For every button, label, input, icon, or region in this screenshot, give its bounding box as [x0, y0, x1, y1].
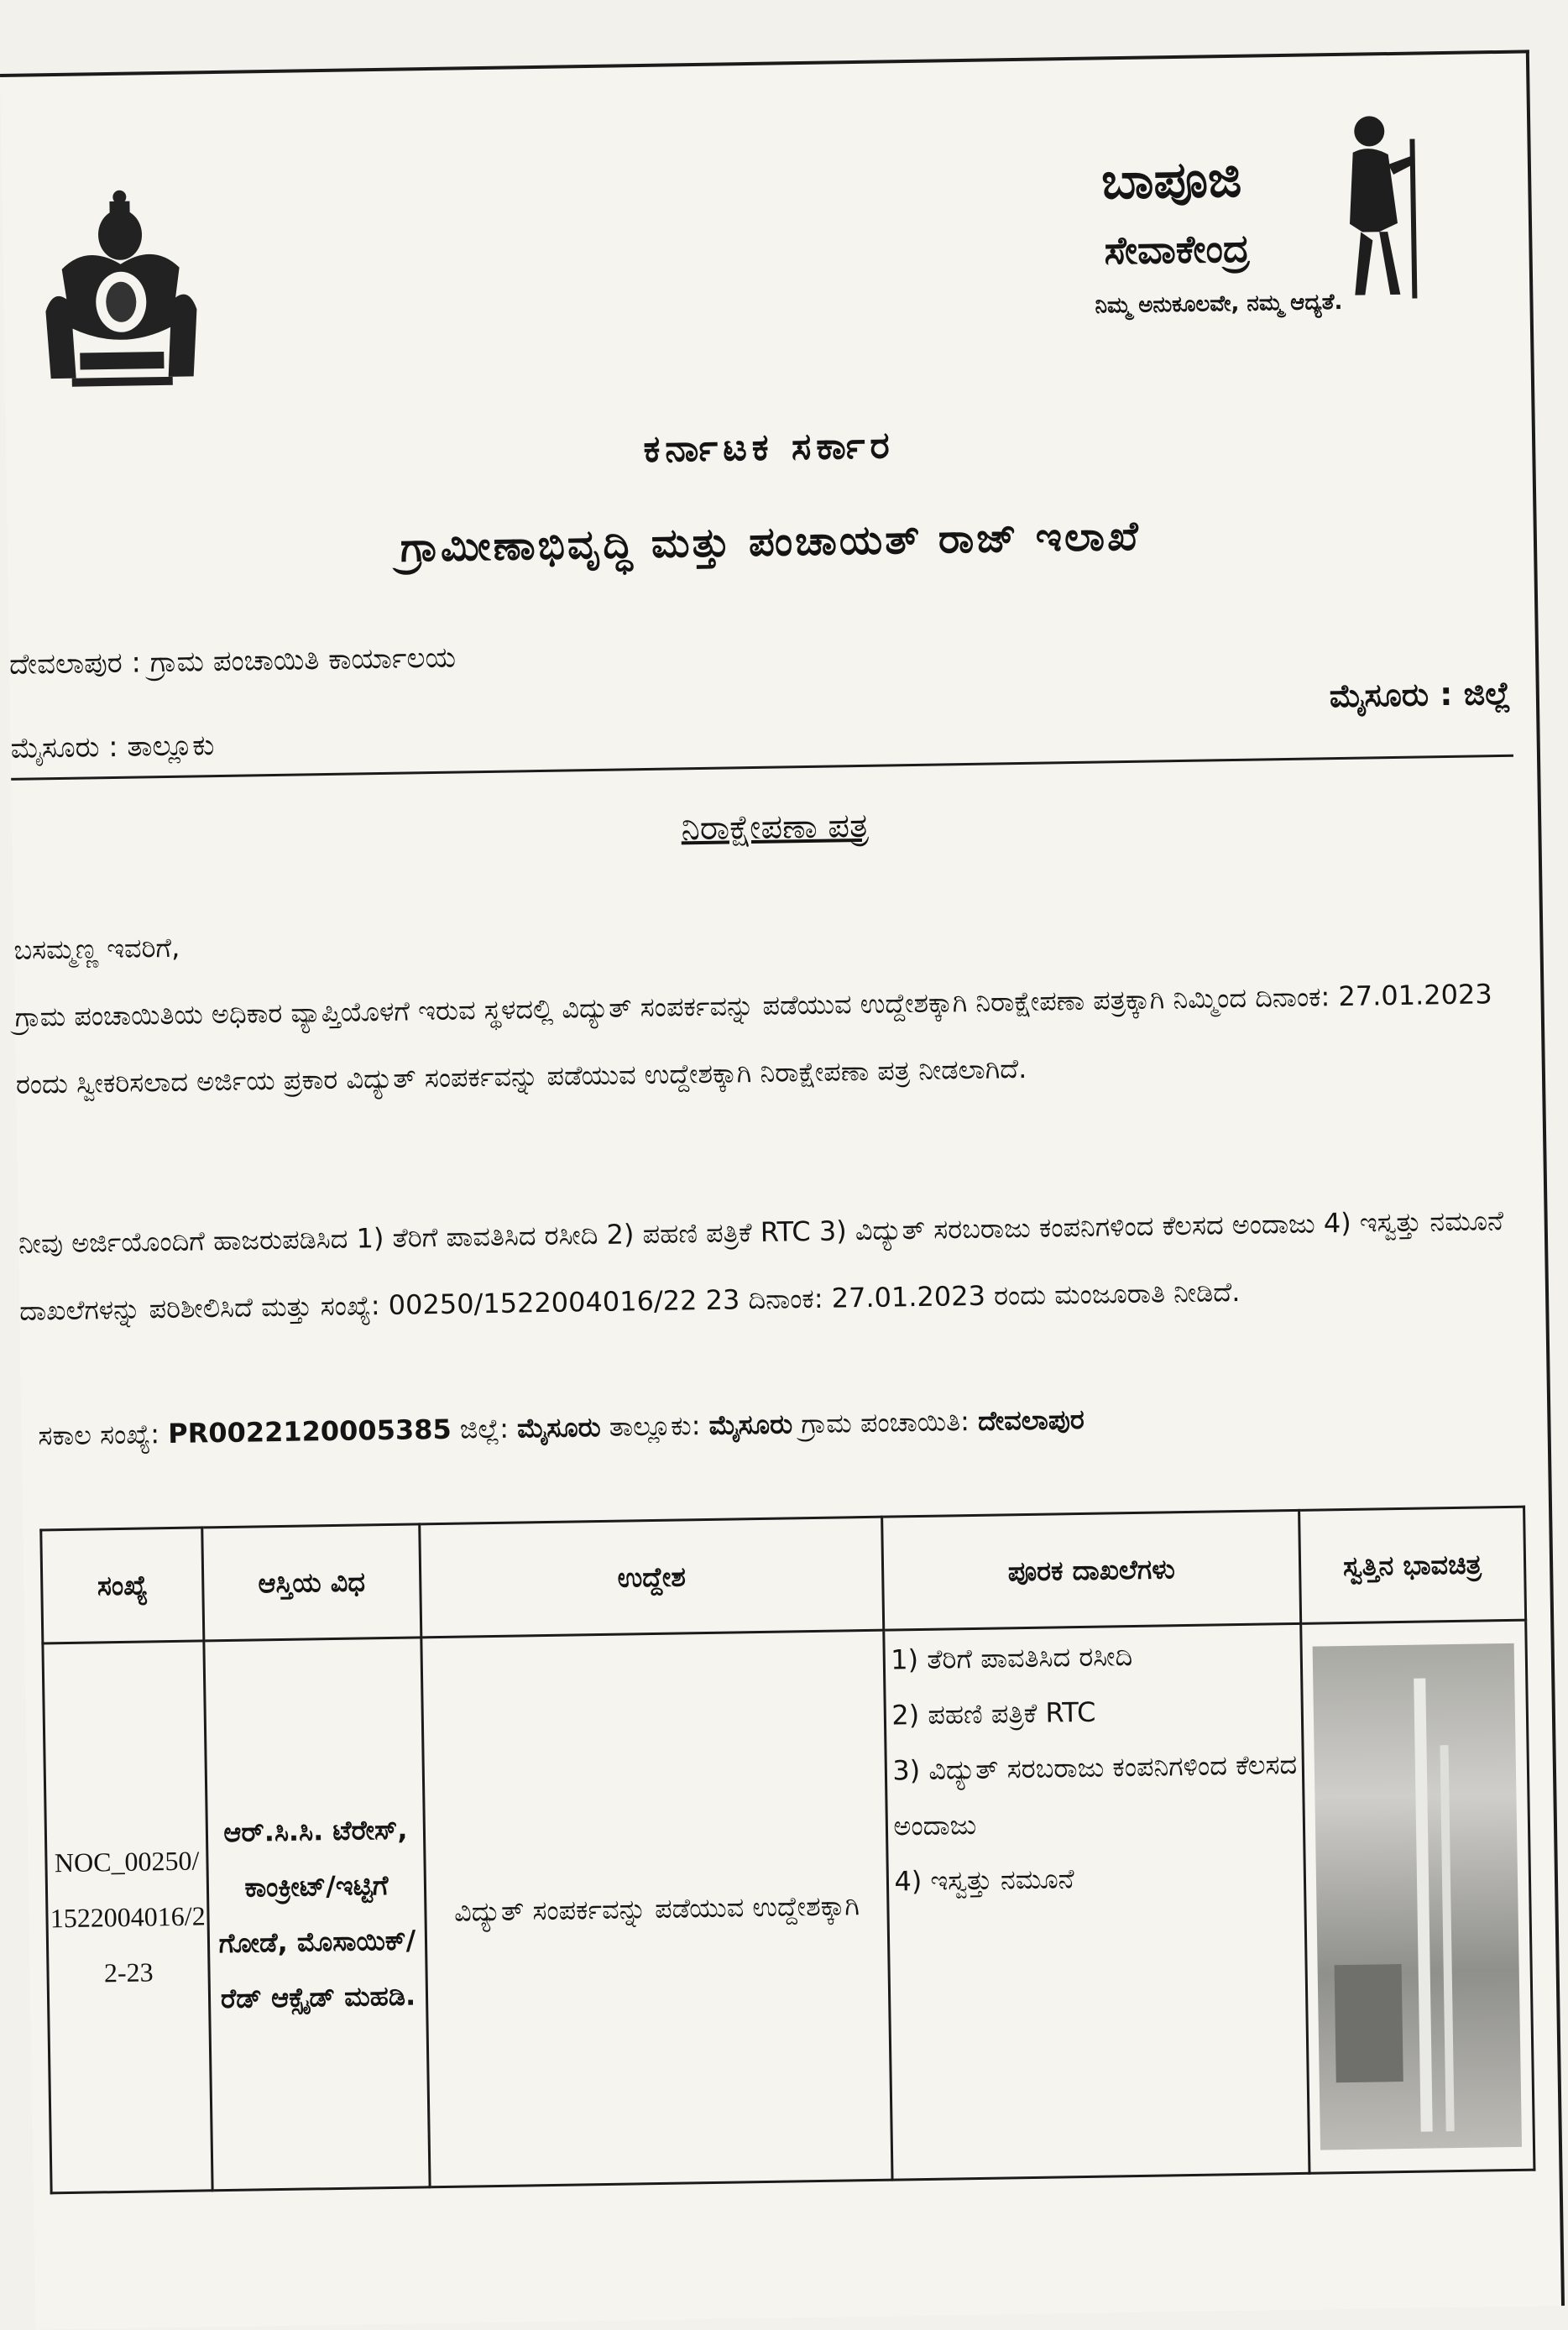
document-item: 3) ವಿದ್ಯುತ್ ಸರಬರಾಜು ಕಂಪನಿಗಳಿಂದ ಕೆಲಸದ ಅಂದಾಜು — [892, 1748, 1298, 1842]
header-property-type: ಆಸ್ತಿಯ ವಿಧ — [202, 1524, 421, 1641]
karnataka-emblem-icon — [35, 183, 206, 412]
photo-pole — [1414, 1679, 1433, 2132]
photo-pole-2 — [1440, 1745, 1455, 2131]
document-item: 1) ತೆರಿಗೆ ಪಾವತಿಸಿದ ರಸೀದಿ — [890, 1640, 1133, 1676]
header-purpose: ಉದ್ದೇಶ — [419, 1517, 884, 1638]
property-table — [39, 1506, 1535, 2195]
supporting-documents — [884, 1623, 1309, 2180]
gp-value: ದೇವಲಾಪುರ — [977, 1403, 1085, 1437]
noc-document — [0, 50, 1565, 2329]
district-label: ಜಿಲ್ಲೆ: — [459, 1412, 510, 1445]
header-number: ಸಂಖ್ಯೆ — [41, 1528, 204, 1643]
government-title: ಕರ್ನಾಟಕ ಸರ್ಕಾರ — [643, 424, 896, 472]
district-value: ಮೈಸೂರು — [516, 1410, 601, 1444]
header-divider — [11, 755, 1513, 781]
logo-subtitle: ಸೇವಾಕೇಂದ್ರ — [1104, 225, 1251, 274]
header-photo: ಸ್ವತ್ತಿನ ಭಾವಚಿತ್ರ — [1299, 1507, 1525, 1623]
district-line: ಮೈಸೂರು : ಜಿಲ್ಲೆ — [1329, 674, 1512, 715]
purpose: ವಿದ್ಯುತ್ ಸಂಪರ್ಕವನ್ನು ಪಡೆಯುವ ಉದ್ದೇಶಕ್ಕಾಗಿ — [421, 1630, 892, 2187]
paragraph-1: ಗ್ರಾಮ ಪಂಚಾಯಿತಿಯ ಅಧಿಕಾರ ವ್ಯಾಪ್ತಿಯೊಳಗೆ ಇರುವ ಸ್ಥಳದಲ್ಲಿ ವಿದ್ಯುತ್ ಸಂಪರ್ಕವನ್ನು ಪಡೆಯುವ ಉದ್ದೇಶಕ್ಕಾಗಿ ನಿರಾಕ್ಷೇಪಣಾ ಪತ್ರಕ್ಕಾಗಿ ನಿಮ್ಮಿಂದ ದಿನಾಂಕ: 27.01.2023 ರಂದು ಸ್ವೀಕರಿಸಲಾದ ಅರ್ಜಿಯ ಪ್ರಕಾರ ವಿದ್ಯುತ್ ಸಂಪರ್ಕವನ್ನು ಪಡೆಯುವ ಉದ್ದೇಶಕ್ಕಾಗಿ ನಿರಾಕ್ಷೇಪಣಾ ಪತ್ರ ನೀಡಲಾಗಿದೆ. — [14, 978, 1492, 1100]
paragraph-2: ನೀವು ಅರ್ಜಿಯೊಂದಿಗೆ ಹಾಜರುಪಡಿಸಿದ 1) ತೆರಿಗೆ ಪಾವತಿಸಿದ ರಸೀದಿ 2) ಪಹಣಿ ಪತ್ರಿಕೆ RTC 3) ವಿದ್ಯುತ್ ಸರಬರಾಜು ಕಂಪನಿಗಳಿಂದ ಕೆಲಸದ ಅಂದಾಜು 4) ಇಸ್ವತ್ತು ನಮೂನೆ ದಾಖಲೆಗಳನ್ನು ಪರಿಶೀಲಿಸಿದೆ ಮತ್ತು ಸಂಖ್ಯೆ: 00250/1522004016/22 23 ದಿನಾಂಕ: 27.01.2023 ರಂದು ಮಂಜೂರಾತಿ ನೀಡಿದೆ. — [18, 1204, 1504, 1327]
gandhi-figure-icon — [1319, 105, 1440, 300]
logo-name: ಬಾಪೂಜಿ — [1100, 149, 1242, 212]
header-documents: ಪೂರಕ ದಾಖಲೆಗಳು — [882, 1510, 1300, 1630]
sakala-line — [38, 1396, 1540, 1452]
gp-label: ಗ್ರಾಮ ಪಂಚಾಯಿತಿ: — [801, 1405, 970, 1440]
property-photo — [1313, 1643, 1522, 2150]
document-item: 2) ಪಹಣಿ ಪತ್ರಿಕೆ RTC — [891, 1695, 1096, 1732]
sakala-label: ಸಕಾಲ ಸಂಖ್ಯೆ: — [38, 1418, 160, 1452]
document-title: ನಿರಾಕ್ಷೇಪಣಾ ಪತ್ರ — [681, 806, 870, 849]
photo-building — [1335, 1964, 1403, 2082]
sakala-number: PR0022120005385 — [167, 1413, 452, 1450]
taluk-value: ಮೈಸೂರು — [708, 1408, 793, 1441]
noc-number: NOC_00250/1522004016/22-23 — [43, 1641, 213, 2193]
logo-tagline: ನಿಮ್ಮ ಅನುಕೂಲವೇ, ನಮ್ಮ ಆದ್ಯತೆ. — [1095, 289, 1343, 319]
property-type: ಆರ್.ಸಿ.ಸಿ. ಟೆರೇಸ್, ಕಾಂಕ್ರೀಟ್/ಇಟ್ಟಿಗೆ ಗೋಡೆ, ಮೊಸಾಯಿಕ್/ರೆಡ್ ಆಕ್ಸೈಡ್ ಮಹಡಿ. — [204, 1638, 429, 2191]
office-line: ದೇವಲಾಪುರ : ಗ್ರಾಮ ಪಂಚಾಯಿತಿ ಕಾರ್ಯಾಲಯ — [8, 640, 457, 682]
property-photo-cell — [1300, 1620, 1534, 2173]
taluk-line: ಮೈಸೂರು : ತಾಲ್ಲೂಕು — [10, 729, 215, 765]
department-title: ಗ್ರಾಮೀಣಾಭಿವೃದ್ಧಿ ಮತ್ತು ಪಂಚಾಯತ್ ರಾಜ್ ಇಲಾಖೆ — [400, 512, 1142, 572]
taluk-label: ತಾಲ್ಲೂಕು: — [609, 1409, 701, 1443]
table-row — [43, 1620, 1534, 2193]
document-item: 4) ಇಸ್ವತ್ತು ನಮೂನೆ — [894, 1862, 1074, 1898]
greeting: ಬಸಮ್ಮಣ್ಣ ಇವರಿಗೆ, — [13, 931, 180, 966]
